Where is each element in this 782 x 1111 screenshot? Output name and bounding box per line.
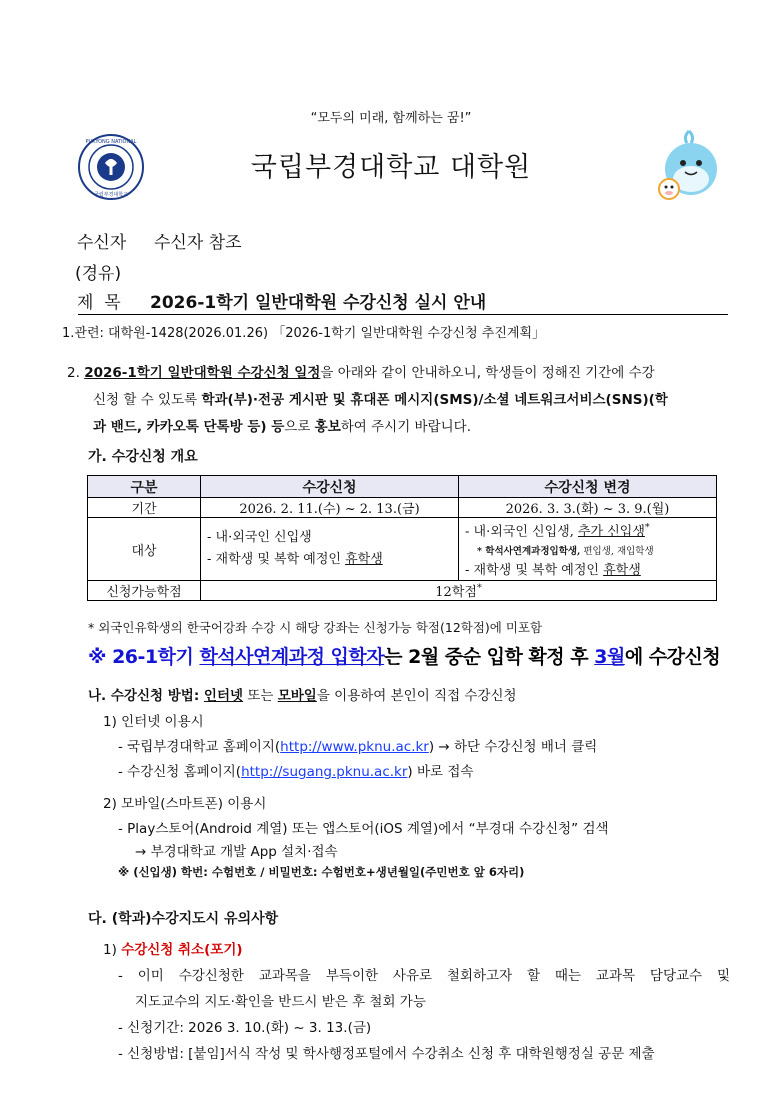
table-header-row [88,476,717,498]
chg-note-bold: * 학석사연계과정입학생, [477,546,581,558]
schedule-emphasis: 2026-1학기 일반대학원 수강신청 일정 [84,365,321,381]
internet-line-2 [118,760,473,780]
cancel-title-text: 수강신청 취소(포기) [121,942,243,958]
cancel-num: 1) [103,942,122,958]
period-change: 2026. 3. 3.(화) ~ 3. 9.(월) [459,498,717,518]
internet-text: - 국립부경대학교 홈페이지( [118,739,281,755]
para2-text: 으로 [284,419,315,435]
chg-target-2: - 재학생 및 복학 예정인 [465,563,604,579]
na-text: 을 이용하여 본인이 직접 수강신청 [316,688,517,704]
reference-line: 1.관련: 대학원-1428(2026.01.26) 「2026-1학기 일반대학원 수강신청 추진계획」 [62,326,546,341]
para2-text: 을 아래와 같이 안내하오니, 학생들이 정해진 기간에 수강 [320,365,655,381]
reference-mark-icon: ※ [118,865,134,879]
promote-emphasis: 홍보 [314,419,341,435]
chg-target-2-emph: 휴학생 [603,563,641,579]
na-text: 또는 [243,688,278,704]
mobile-line-2: → 부경대학교 개발 App 설치·접속 [135,844,338,860]
login-info [118,864,524,880]
table-row [88,581,717,601]
period-registration: 2026. 2. 11.(수) ~ 2. 13.(금) [201,498,459,518]
hl-part: ※ 26-1학기 [88,646,200,668]
na-label: 나. 수강신청 방법: [88,688,204,704]
recipient-value: 수신자 참조 [154,233,242,253]
hl-part-underlined: 3월 [594,646,625,668]
hl-part-black: 는 2월 중순 입학 확정 후 [384,646,595,668]
highlight-notice [88,642,720,669]
para2-number: 2. [67,365,80,381]
channels-emphasis: 학과(부)·전공 게시판 및 휴대폰 메시지(SMS)/소셜 네트워크서비스(SNS)(학 [201,392,668,408]
whale-mascot-icon [655,127,723,203]
mobile-line-1: - Play스토어(Android 계열) 또는 앱스토어(iOS 계열)에서 “부경대 수강신청” 검색 [118,821,609,837]
via-label: (경유) [75,264,122,284]
mobile-emph: 모바일 [277,688,317,704]
credits-value-cell [201,581,717,601]
credits-label: 신청가능학점 [88,581,201,601]
svg-text:PUKYONG NATIONAL: PUKYONG NATIONAL [85,139,137,145]
page-title: 국립부경대학교 대학원 [250,152,532,183]
login-info-text: (신입생) 학번: 수험번호 / 비밀번호: 수험번호+생년월일(주민번호 앞 6자리) [133,865,525,879]
internet-emph: 인터넷 [203,688,244,704]
hl-part-black: 에 수강신청 [624,646,721,668]
chg-target-1-emph: 추가 신입생 [577,524,645,540]
paragraph-2 [67,360,731,441]
subject-label: 제 목 [77,293,121,313]
chg-note: 편입생, 재입학생 [580,546,654,558]
reg-target-1: - 내·외국인 신입생 [207,530,312,546]
table-header: 수강신청 [201,476,459,498]
cancel-title [103,938,243,958]
chg-target-1-mark: * [644,522,650,533]
internet-title: 1) 인터넷 이용시 [103,714,204,730]
cancel-line-1: - 이미 수강신청한 교과목을 부득이한 사유로 철회하고자 할 때는 교과목 담당교수 및 [118,968,730,984]
cancel-line-1b: 지도교수의 지도·확인을 반드시 받은 후 철회 가능 [135,994,426,1010]
change-target [459,518,717,581]
para2-text: 신청 할 수 있도록 [93,392,202,408]
target-label: 대상 [88,518,201,581]
divider [78,314,728,315]
homepage-link[interactable]: http://www.pknu.ac.kr [280,739,429,755]
period-label: 기간 [88,498,201,518]
section-da-title: 다. (학과)수강지도시 유의사항 [88,911,279,927]
internet-text: - 수강신청 홈페이지( [118,764,242,780]
subject-value: 2026-1학기 일반대학원 수강신청 실시 안내 [150,293,487,313]
table-header: 수강신청 변경 [459,476,717,498]
recipient-label: 수신자 [77,233,127,253]
hl-part-underlined: 학석사연계과정 입학자 [199,646,385,668]
section-ga-title: 가. 수강신청 개요 [88,449,198,465]
table-row [88,518,717,581]
cancel-line-2: - 신청기간: 2026 3. 10.(화) ~ 3. 13.(금) [118,1020,372,1036]
internet-text: ) → 하단 수강신청 배너 클릭 [428,739,598,755]
slogan: “모두의 미래, 함께하는 꿈!” [310,111,472,126]
internet-line-1 [118,735,597,755]
section-na-title [88,684,517,704]
internet-text: ) 바로 접속 [407,764,474,780]
registration-target [201,518,459,581]
svg-text:국립부경대학교: 국립부경대학교 [94,192,128,198]
mobile-title: 2) 모바일(스마트폰) 이용시 [103,796,267,812]
cancel-line-3: - 신청방법: [붙임]서식 작성 및 학사행정포털에서 수강취소 신청 후 대학원행정실 공문 제출 [118,1046,655,1062]
sugang-link[interactable]: http://sugang.pknu.ac.kr [241,764,408,780]
chg-target-1: - 내·외국인 신입생, [465,524,578,540]
credits-value: 12학점 [435,585,477,601]
reg-target-2-emph: 휴학생 [345,552,383,568]
foreign-student-note: * 외국인유학생의 한국어강좌 수강 시 해당 강좌는 신청가능 학점(12학점)에 미포함 [88,620,543,635]
channels-emphasis-cont: 과 밴드, 카카오톡 단톡방 등) 등 [93,419,285,435]
reg-target-2: - 재학생 및 복학 예정인 [207,552,346,568]
registration-table [87,475,717,601]
table-header: 구분 [88,476,201,498]
para2-text: 하여 주시기 바랍니다. [340,419,472,435]
table-row [88,498,717,518]
credits-mark: * [476,583,482,594]
